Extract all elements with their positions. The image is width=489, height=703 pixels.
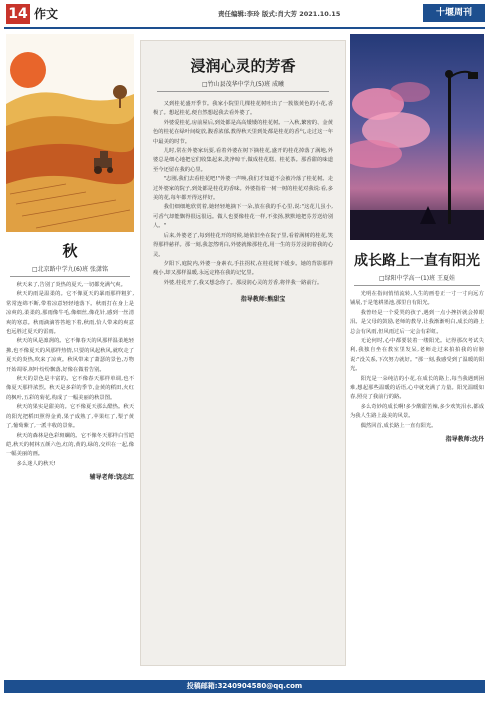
right-article — [350, 34, 484, 669]
paragraph: 秋天的果实是甜美的。它不像夏天那么酷热。秋天的阳光把稻田照得金黄,果子成熟了,苹果红了,梨子黄了,葡萄紫了,一派丰收的景象。 — [6, 404, 134, 430]
middle-article-byline: □竹山县茂华中学九(5)班 成曦 — [201, 81, 285, 88]
right-byline-divider — [354, 285, 480, 286]
editor-meta: 责任编辑:李玲 版式:肖大芳 2021.10.15 — [218, 10, 341, 18]
right-article-body — [350, 290, 484, 431]
submission-email: 投稿邮箱:3240904580@qq.com — [186, 682, 303, 690]
page-footer — [0, 678, 489, 694]
middle-article — [140, 40, 346, 666]
paragraph: 光明在指间悄悄流转,人生的画卷正一寸一寸向远方铺展,于是笔耕墨池,那里自有阳光。 — [350, 291, 484, 307]
paragraph: 无论何时,心中都要装着一缕阳光。记得那次考试失利,我独自坐在教室里发呆,老师走过来拍拍我的肩膀说:"没关系,下次努力就好。"那一刻,我感受到了温暖的阳光。 — [350, 338, 484, 373]
paragraph: 秋天的森林是色彩斑斓的。它不像冬天那样白雪皑皑,秋天的树林五颜六色,红的,黄的,绿的,交织在一起,像一幅美丽的画。 — [6, 432, 134, 458]
right-article-title: 成长路上一直有阳光 — [354, 253, 480, 269]
left-article-title: 秋 — [62, 242, 78, 260]
paragraph: 多么迷人的秋天! — [16, 460, 56, 467]
paragraph: 阳光是一朵纯洁的小花,在成长的路上,每当我遇到困难,想起那些温暖的话语,心中就充满了力量。阳光温暖如春,照亮了我前行的路。 — [350, 375, 484, 401]
brand-logo: 十堰周刊 — [423, 4, 485, 22]
left-article-byline: □北京路中学九(6)班 张潇铭 — [31, 266, 109, 273]
sunset-streetlamp-photo — [350, 34, 484, 240]
middle-byline-divider — [157, 91, 329, 92]
paragraph: 秋天的风是凛冽的。它不像春天的风那样温柔地轻拂,也不像夏天的风那样热情,只要的风起秋风,就吹走了夏天的炎热,吹来了凉爽。秋风带来了萧瑟的景色,万物开始凋零,树叶纷纷飘落,好像在做着告别。 — [6, 338, 134, 373]
right-article-teacher: 指导教师:沈丹 — [445, 436, 484, 444]
autumn-field-painting — [6, 34, 134, 232]
paragraph: 秋天来了,告别了炎热的夏天,一切都充满气爽。 — [16, 282, 126, 288]
paragraph: 又到桂花盛开季节。我家小院里几棵桂花树吐出了一簇簇黄色的小花,香极了。想起桂花,便自然想起我去看外婆了。 — [153, 101, 333, 117]
paragraph: 外婆,桂花开了,我又想念你了。那浸润心灵的芳香,将伴我一路前行。 — [163, 279, 323, 286]
left-article — [6, 34, 134, 669]
paragraph: 夕阳下,庭院内,外婆一身素衣,手拄拐杖,在桂花树下缓步。她的背影那样瘦小,却又那样温暖,永远定格在我的记忆里。 — [153, 260, 333, 277]
paragraph: 我们细细地欣赏着,她轻轻地摘下一朵,放在我的手心里,说:"这花儿虽小,可香气却能飘得很远很远。做人也要像桂花一样,不张扬,默默地把芬芳送给别人。" — [153, 204, 333, 230]
left-article-teacher: 辅导老师:饶志红 — [89, 474, 134, 482]
paragraph: 后来,外婆老了,每到桂花开的时候,她依旧坐在院子里,看着满树的桂花,笑得那样慈祥。那一刻,我忽然明白,外婆就像那桂花,用一生的芬芳浸润着我的心灵。 — [153, 232, 333, 258]
page-number: 14 — [6, 4, 30, 24]
page-header — [0, 0, 489, 26]
paragraph: 多么奇妙的成长啊!多少酸甜苦辣,多少欢笑泪水,都成为我人生路上最美的风景。 — [350, 403, 484, 420]
paragraph: 秋天的景色是丰富的。它不像春天那样单调,也不像夏天那样浓烈。秋天是多彩的季节,金黄的稻田,火红的枫叶,五彩的菊花,构成了一幅美丽的秋景图。 — [6, 376, 134, 401]
paragraph: 秋天的雨是温柔的。它不像夏天的暴雨那样粗犷,常常连绵不断,带着凉意轻轻地落下。秋雨打在身上是凉爽的,柔柔的,那雨像牛毛,像细丝,像花针,感到一丝清爽的寒意。秋雨滴滴答答地下着,秋雨,恰人带来的爽意也远胜过夏天的雷雨。 — [6, 291, 134, 336]
paragraph: "志刚,我们去看桂花吧!"外婆一声唤,我们才知道不会被冷落了桂花树。走过外婆家的院子,到处都是桂花的香味。外婆指着一树一树的桂花对我说:看,多美的花,每年都开得这样好。 — [153, 176, 333, 202]
middle-article-title: 浸润心灵的芳香 — [190, 57, 296, 75]
paragraph: 儿时,常在外婆家玩耍,看着外婆在树下摘桂花,盛开的桂花掉落了满地,外婆总是细心地把它们收集起来,洗净晾干,做成桂花糕、桂花茶。那香甜的味道至今还留在我的心里。 — [153, 148, 333, 173]
left-article-body — [6, 281, 134, 469]
left-byline-divider — [10, 276, 130, 277]
middle-article-teacher: 指导教师:熊甜宝 — [240, 296, 286, 304]
paragraph: 外婆爱桂花,房前屋后,到处都是高高矮矮的桂花树。一入秋,繁密的、金黄色的桂花在绿叶间绽放,馥香浓郁,教得秋天里到处都是桂花的香气,走过这一年中最美的时节。 — [153, 119, 333, 145]
section-title: 作文 — [34, 7, 59, 21]
middle-article-body — [141, 100, 345, 288]
header-divider — [4, 27, 485, 29]
paragraph: 偶然回首,成长路上一直有阳光。 — [360, 422, 437, 429]
paragraph: 我曾经是一个爱哭的孩子,遇到一点小挫折就会掉眼泪。是父母的鼓励,老师的教导,让我渐渐明白,成长的路上总会有风雨,但风雨过后一定会有彩虹。 — [350, 309, 484, 335]
right-article-byline: □绿阳中学高一(1)班 王夏娃 — [378, 275, 456, 282]
